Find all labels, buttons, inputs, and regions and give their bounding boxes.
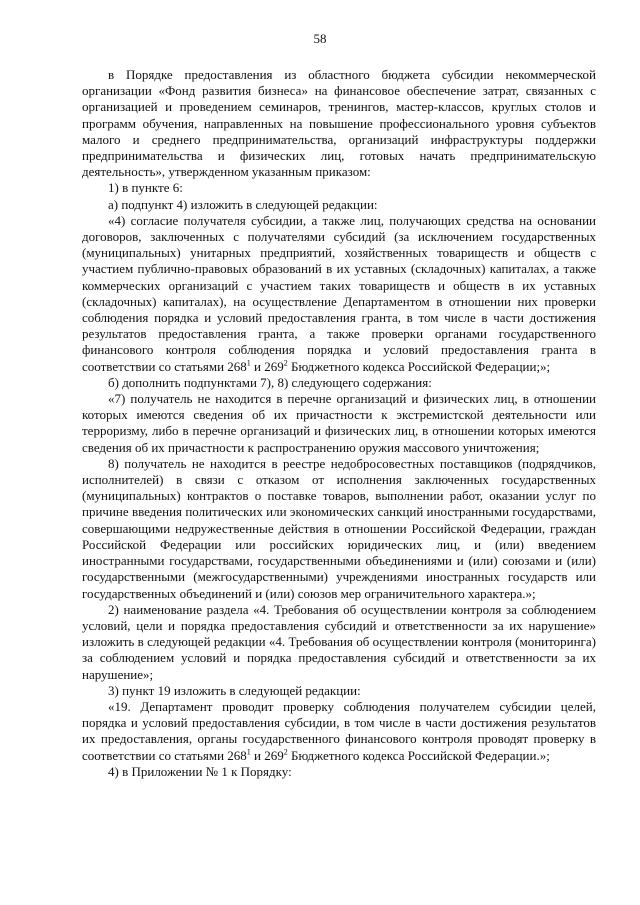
text-run: и 269 — [250, 747, 284, 763]
paragraph-point-19 — [82, 699, 596, 764]
text-run: «4) согласие получателя субсидии, а также лиц, получающих средства на основании договоров, заключенных с получателями субсидий (за исключением государственных (муниципальных) унитарных предприятий, хозяйственных товариществ и обществ с участием публично-правовых образований в их уставных (складочных) капиталах, а также коммерческих организаций с участием таких товариществ и обществ в их уставных (складочных) капиталах), на осуществление Департаментом в отношении них проверки соблюдения порядка и условий предоставления гранта, в том числе в части достижения результатов предоставления гранта, а также проверки органами государственного финансового контроля соблюдения порядка и условий предоставления гранта в соответствии со статьями 268 — [82, 212, 596, 374]
paragraph-subpoint-8: 8) получатель не находится в реестре недобросовестных поставщиков (подрядчиков, исполнителей) в связи с отказом от исполнения заключенных государственных (муниципальных) контрактов о поставке товаров, выполнении работ, оказании услуг по причине введения политических или экономических санкций иностранными государствами, совершающими недружественные действия в отношении Российской Федерации, граждан Российской Федерации или российских юридических лиц, и (или) введением иностранными государствами, государственными объединениями и (или) союзами и (или) государственными (межгосударственными) учреждениями иностранных государств или государственных объединений и (или) союзов мер ограничительного характера.»; — [82, 455, 596, 601]
paragraph-item-2: 2) наименование раздела «4. Требования об осуществлении контроля за соблюдением условий, цели и порядка предоставления субсидий и ответственности за их нарушение» изложить в следующей редакции «4. Требования об осуществлении контроля (мониторинга) за соблюдением условий и порядка предоставления субсидий и ответственности за их нарушение»; — [82, 601, 596, 682]
document-body — [82, 67, 596, 780]
superscript: 1 — [246, 358, 251, 368]
paragraph-subitem-a: а) подпункт 4) изложить в следующей редакции: — [108, 196, 378, 212]
page-number: 58 — [313, 31, 327, 46]
superscript: 2 — [283, 358, 288, 368]
paragraph-subpoint-4 — [82, 213, 596, 375]
paragraph-item-1: 1) в пункте 6: — [108, 180, 183, 196]
superscript: 2 — [283, 747, 288, 757]
paragraph-subpoint-7: «7) получатель не находится в перечне организаций и физических лиц, в отношении которых имеются сведения об их причастности к экстремистской деятельности или терроризму, либо в перечне организаций и физических лиц, в отношении которых имеются сведения об их причастности к распространению оружия массового уничтожения; — [82, 391, 596, 455]
paragraph-item-3: 3) пункт 19 изложить в следующей редакции: — [108, 682, 361, 698]
paragraph-intro: в Порядке предоставления из областного бюджета субсидии некоммерческой организации «Фонд развития бизнеса» на финансовое обеспечение затрат, связанных с организацией и проведением семинаров, тренингов, мастер-классов, круглых столов и программ обучения, направленных на повышение профессионального уровня субъектов малого и среднего предпринимательства, организаций инфраструктуры поддержки предпринимательства и физических лиц, готовых начать предпринимательскую деятельность», утвержденном указанным приказом: — [82, 67, 596, 180]
text-run: и 269 — [250, 358, 284, 374]
text-run: «19. Департамент проводит проверку соблюдения получателем субсидии целей, порядка и условий предоставления субсидии, в том числе в части достижения результатов их предоставления, органы государственного финансового контроля проводят проверку в соответствии со статьями 268 — [82, 698, 596, 763]
text-run: Бюджетного кодекса Российской Федерации.»; — [287, 747, 550, 763]
paragraph-item-4: 4) в Приложении № 1 к Порядку: — [108, 763, 292, 779]
superscript: 1 — [246, 747, 251, 757]
text-run: Бюджетного кодекса Российской Федерации;»; — [287, 358, 551, 374]
paragraph-subitem-b: б) дополнить подпунктами 7), 8) следующего содержания: — [108, 374, 432, 390]
